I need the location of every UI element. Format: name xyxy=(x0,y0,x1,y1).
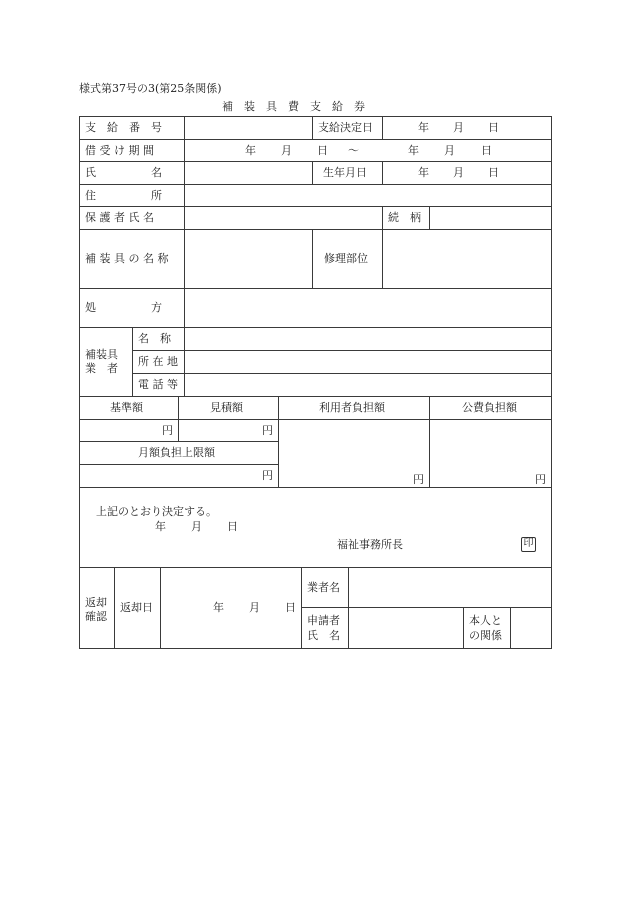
date-year-unit: 年 xyxy=(418,166,429,179)
date-month-unit: 月 xyxy=(191,520,202,533)
column-line xyxy=(382,206,383,229)
column-line xyxy=(429,206,430,229)
row-line xyxy=(79,229,551,230)
label-relation-self-2: の関係 xyxy=(469,629,502,642)
yen-unit: 円 xyxy=(162,424,173,437)
label-vendor-location: 所 在 地 xyxy=(138,355,178,368)
column-line xyxy=(312,116,313,139)
date-year-unit: 年 xyxy=(408,144,419,157)
label-return-confirm-2: 確認 xyxy=(85,610,107,623)
column-line xyxy=(510,607,511,649)
row-line xyxy=(79,419,551,420)
column-line xyxy=(160,567,161,649)
label-relation-self-1: 本人と xyxy=(469,614,502,627)
form-title: 補 装 具 費 支 給 券 xyxy=(222,100,365,113)
label-vendor: 補装具 xyxy=(85,348,118,361)
date-day-unit: 日 xyxy=(285,601,296,614)
column-line xyxy=(382,161,383,184)
column-line xyxy=(278,396,279,488)
table-border-bottom xyxy=(79,648,551,649)
column-line xyxy=(312,161,313,184)
row-line xyxy=(79,464,278,465)
row-line xyxy=(132,350,551,351)
date-month-unit: 月 xyxy=(453,121,464,134)
label-vendor-phone: 電 話 等 xyxy=(138,378,178,391)
label-base-amount: 基準額 xyxy=(110,401,143,414)
column-line xyxy=(312,229,313,288)
office-head: 福祉事務所長 xyxy=(337,538,403,551)
column-line xyxy=(429,396,430,488)
date-range-tilde: 〜 xyxy=(348,144,359,157)
label-loan-period: 借 受 け 期 間 xyxy=(85,144,154,157)
label-relationship: 続 柄 xyxy=(388,211,421,224)
date-day-unit: 日 xyxy=(227,520,238,533)
label-payment-number: 支 給 番 号 xyxy=(85,121,162,134)
column-line xyxy=(382,116,383,139)
date-day-unit: 日 xyxy=(488,166,499,179)
row-line xyxy=(79,139,551,140)
date-day-unit: 日 xyxy=(488,121,499,134)
label-birth-date: 生年月日 xyxy=(323,166,367,179)
row-line xyxy=(79,327,551,328)
label-name: 氏 名 xyxy=(85,166,162,179)
row-line xyxy=(79,567,551,568)
column-line xyxy=(382,229,383,288)
column-line xyxy=(114,567,115,649)
label-device-name: 補 装 具 の 名 称 xyxy=(85,252,169,265)
label-repair-part: 修理部位 xyxy=(324,252,368,265)
date-month-unit: 月 xyxy=(281,144,292,157)
label-address: 住 所 xyxy=(85,189,162,202)
yen-unit: 円 xyxy=(413,473,424,486)
date-year-unit: 年 xyxy=(418,121,429,134)
yen-unit: 円 xyxy=(262,424,273,437)
form-number: 様式第37号の3(第25条関係) xyxy=(79,82,222,95)
label-return-date: 返却日 xyxy=(120,601,153,614)
column-line xyxy=(132,327,133,397)
label-estimate: 見積額 xyxy=(210,401,243,414)
date-day-unit: 日 xyxy=(317,144,328,157)
decision-text: 上記のとおり決定する。 xyxy=(96,505,217,518)
column-line xyxy=(178,396,179,442)
table-border-right xyxy=(551,116,552,649)
label-guardian-name: 保 護 者 氏 名 xyxy=(85,211,154,224)
row-line xyxy=(79,288,551,289)
seal-mark: 印 xyxy=(521,537,536,552)
row-line xyxy=(79,396,551,397)
label-vendor-name-short: 業者名 xyxy=(307,581,340,594)
column-line xyxy=(184,116,185,397)
date-month-unit: 月 xyxy=(444,144,455,157)
label-vendor-name: 名 称 xyxy=(138,332,171,345)
row-line xyxy=(132,373,551,374)
row-line xyxy=(79,487,551,488)
label-decision-date: 支給決定日 xyxy=(318,121,373,134)
column-line xyxy=(463,607,464,649)
table-border-top xyxy=(79,116,551,117)
row-line xyxy=(79,184,551,185)
date-year-unit: 年 xyxy=(245,144,256,157)
label-public-burden: 公費負担額 xyxy=(462,401,517,414)
yen-unit: 円 xyxy=(262,469,273,482)
table-border-left xyxy=(79,116,80,649)
label-prescription: 処 方 xyxy=(85,301,162,314)
row-line xyxy=(79,161,551,162)
column-line xyxy=(348,567,349,649)
row-line xyxy=(301,607,551,608)
row-line xyxy=(79,206,551,207)
label-return-confirm-1: 返却 xyxy=(85,596,107,609)
label-applicant-1: 申請者 xyxy=(307,614,340,627)
date-year-unit: 年 xyxy=(155,520,166,533)
label-monthly-cap: 月額負担上限額 xyxy=(138,446,215,459)
date-month-unit: 月 xyxy=(249,601,260,614)
label-user-burden: 利用者負担額 xyxy=(319,401,385,414)
column-line xyxy=(301,567,302,649)
yen-unit: 円 xyxy=(535,473,546,486)
date-year-unit: 年 xyxy=(213,601,224,614)
date-day-unit: 日 xyxy=(481,144,492,157)
label-vendor-2: 業 者 xyxy=(85,362,118,375)
date-month-unit: 月 xyxy=(453,166,464,179)
label-applicant-2: 氏 名 xyxy=(307,629,340,642)
